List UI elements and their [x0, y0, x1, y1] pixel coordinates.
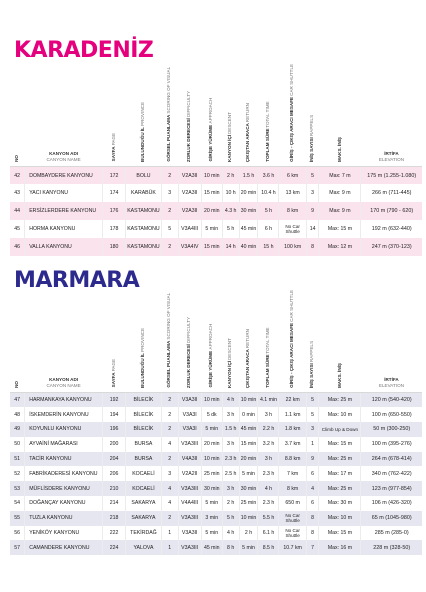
- table-row: [10, 540, 422, 555]
- cell-car-shuttle: No Car Shuttle: [279, 220, 306, 238]
- cell-difficulty: V3A3II: [178, 526, 201, 541]
- table-row: [10, 166, 422, 184]
- marmara-canyon-table: [10, 290, 422, 555]
- cell-rappels: 1: [306, 437, 319, 452]
- cell-page: 210: [102, 481, 125, 496]
- cell-visual-score: 2: [161, 511, 178, 526]
- cell-descent: 5 h: [222, 220, 239, 238]
- cell-max-rappel: Max: 9 m: [319, 184, 361, 202]
- cell-canyon-name: DOĞANÇAY KANYONU: [25, 496, 103, 511]
- cell-return: 20 min: [239, 184, 258, 202]
- table-row: [10, 437, 422, 452]
- cell-page: 176: [102, 202, 125, 220]
- cell-difficulty: V3A3III: [178, 437, 201, 452]
- cell-return: 0 min: [239, 407, 258, 422]
- cell-page: 196: [102, 422, 125, 437]
- cell-elevation: 65 m (1045-980): [371, 515, 412, 522]
- cell-return: 20 min: [239, 452, 258, 467]
- cell-rappels: 8: [306, 526, 319, 541]
- cell-difficulty: V2A3II: [178, 184, 201, 202]
- cell-province: KASTAMONU: [126, 220, 162, 238]
- cell-descent: 4 h: [222, 526, 239, 541]
- header-car-shuttle: GİRİŞ - ÇIKIŞ ARACI MESAFE CAR SHUTTLE: [279, 290, 306, 392]
- cell-car-shuttle: 13 km: [279, 184, 306, 202]
- cell-province: BURSA: [126, 452, 162, 467]
- cell-elevation: 285 m (285-0): [374, 529, 409, 536]
- header-elevation: İRTİFA ELEVATION: [361, 64, 422, 166]
- header-visual-score: GÖRSEL PUANLAMA SCORING OF VISUAL: [161, 64, 178, 166]
- header-descent: KANYON İÇİ DESCENT: [222, 64, 239, 166]
- cell-total-time: 5.5 h: [258, 511, 279, 526]
- cell-max-rappel: Max: 7 m: [319, 166, 361, 184]
- cell-approach: 45 min: [201, 540, 222, 555]
- cell-province: KASTAMONU: [126, 238, 162, 256]
- section-title-marmara: MARMARA: [14, 268, 140, 293]
- cell-difficulty: V2A3II: [178, 166, 201, 184]
- cell-total-time: 4 h: [258, 481, 279, 496]
- cell-approach: 10 min: [201, 392, 222, 407]
- cell-rappels: 3: [306, 184, 319, 202]
- cell-canyon-name: İSKEMDERİN KANYONU: [25, 407, 103, 422]
- cell-page: 224: [102, 540, 125, 555]
- cell-visual-score: 2: [161, 166, 178, 184]
- cell-elevation: 175 m (1.255-1.080): [367, 172, 417, 179]
- cell-page: 172: [102, 166, 125, 184]
- cell-province: KOCAELİ: [126, 466, 162, 481]
- cell-visual-score: 2: [161, 422, 178, 437]
- cell-elevation: 50 m (300-250): [373, 426, 411, 433]
- cell-province: BOLU: [126, 166, 162, 184]
- cell-canyon-name: FABRİKADERESİ KANYONU: [25, 466, 103, 481]
- cell-total-time: 3 h: [258, 407, 279, 422]
- header-visual-score: GÖRSEL PUANLAMA SCORING OF VISUAL: [161, 290, 178, 392]
- cell-descent: 4 h: [222, 392, 239, 407]
- cell-visual-score: 4: [161, 496, 178, 511]
- cell-max-rappel: Max: 25 m: [319, 392, 361, 407]
- cell-car-shuttle: 8 km: [279, 481, 306, 496]
- header-approach: GİRİŞE YÜRÜME APPROACH: [201, 64, 222, 166]
- cell-visual-score: 1: [161, 526, 178, 541]
- section-title-karadeniz: KARADENİZ: [14, 38, 154, 63]
- cell-visual-score: 4: [161, 481, 178, 496]
- cell-descent: 10 h: [222, 184, 239, 202]
- cell-province: YALOVA: [126, 540, 162, 555]
- cell-car-shuttle: 8 km: [279, 202, 306, 220]
- cell-rappels: 6: [306, 496, 319, 511]
- header-canyon-name: KANYON ADI CANYON NAME: [25, 290, 103, 392]
- cell-car-shuttle: 3.7 km: [279, 437, 306, 452]
- header-page: SAYFA PAGE: [102, 64, 125, 166]
- cell-no: 54: [10, 496, 25, 511]
- cell-rappels: 9: [306, 452, 319, 467]
- cell-elevation: 192 m (632-440): [371, 226, 412, 233]
- table-row: [10, 392, 422, 407]
- cell-descent: 3 h: [222, 481, 239, 496]
- cell-approach: 20 min: [201, 202, 222, 220]
- cell-province: KASTAMONU: [126, 202, 162, 220]
- cell-total-time: 3.2 h: [258, 437, 279, 452]
- cell-rappels: 3: [306, 422, 319, 437]
- header-max-rappel: MAKS. İNİŞ: [319, 290, 361, 392]
- cell-approach: 5 min: [201, 496, 222, 511]
- cell-approach: 25 min: [201, 466, 222, 481]
- table-row: [10, 481, 422, 496]
- cell-difficulty: V3A3II: [178, 392, 201, 407]
- cell-visual-score: 4: [161, 437, 178, 452]
- table-row: [10, 466, 422, 481]
- cell-canyon-name: YENİKÖY KANYONU: [25, 526, 103, 541]
- cell-no: 50: [10, 437, 25, 452]
- cell-total-time: 2.3 h: [258, 466, 279, 481]
- cell-canyon-name: CAMANDERE KANYONU: [25, 540, 103, 555]
- header-no: NO: [10, 64, 25, 166]
- header-elevation: İRTİFA ELEVATION: [361, 290, 422, 392]
- cell-max-rappel: Max: 10 m: [319, 407, 361, 422]
- cell-approach: 5 min: [201, 220, 222, 238]
- cell-approach: 5 dk: [201, 407, 222, 422]
- cell-return: 40 min: [239, 238, 258, 256]
- cell-elevation: 170 m (790 - 620): [370, 208, 414, 215]
- cell-total-time: 3 h: [258, 452, 279, 467]
- cell-descent: 3 h: [222, 437, 239, 452]
- cell-max-rappel: Climb Up & Down: [319, 422, 361, 437]
- cell-page: 206: [102, 466, 125, 481]
- cell-elevation: 340 m (762-422): [371, 470, 412, 477]
- cell-province: BİLECİK: [126, 407, 162, 422]
- cell-no: 43: [10, 184, 25, 202]
- cell-car-shuttle: 6 km: [279, 166, 306, 184]
- cell-no: 56: [10, 526, 25, 541]
- cell-page: 192: [102, 392, 125, 407]
- cell-canyon-name: MÜFLİSDERE KANYONU: [25, 481, 103, 496]
- cell-visual-score: 5: [161, 220, 178, 238]
- cell-descent: 2 h: [222, 496, 239, 511]
- cell-total-time: 8.5 h: [258, 540, 279, 555]
- cell-no: 42: [10, 166, 25, 184]
- cell-car-shuttle: 10.7 km: [279, 540, 306, 555]
- cell-return: 1.5 h: [239, 166, 258, 184]
- cell-total-time: 15 h: [258, 238, 279, 256]
- cell-province: BİLECİK: [126, 392, 162, 407]
- cell-car-shuttle: 650 m: [279, 496, 306, 511]
- cell-max-rappel: Max: 15 m: [319, 526, 361, 541]
- table-row: [10, 526, 422, 541]
- cell-max-rappel: Max: 16 m: [319, 540, 361, 555]
- cell-total-time: 10.4 h: [258, 184, 279, 202]
- cell-canyon-name: KOYUNLU KANYONU: [25, 422, 103, 437]
- cell-car-shuttle: 8.8 km: [279, 452, 306, 467]
- header-canyon-name: KANYON ADI CANYON NAME: [25, 64, 103, 166]
- cell-approach: 3 min: [201, 511, 222, 526]
- cell-rappels: 9: [306, 202, 319, 220]
- cell-total-time: 2.2 h: [258, 422, 279, 437]
- cell-no: 57: [10, 540, 25, 555]
- cell-canyon-name: DOMBAYDERE KANYONU: [25, 166, 103, 184]
- cell-rappels: 5: [306, 166, 319, 184]
- cell-max-rappel: Max: 17 m: [319, 466, 361, 481]
- cell-province: TEKİRDAĞ: [126, 526, 162, 541]
- cell-car-shuttle: 100 km: [279, 238, 306, 256]
- cell-max-rappel: Max: 15 m: [319, 220, 361, 238]
- cell-visual-score: 1: [161, 540, 178, 555]
- cell-approach: 20 min: [201, 437, 222, 452]
- cell-rappels: 5: [306, 392, 319, 407]
- cell-difficulty: V3A3III: [178, 511, 201, 526]
- cell-total-time: 4.1 min: [258, 392, 279, 407]
- cell-car-shuttle: 7 km: [279, 466, 306, 481]
- cell-no: 44: [10, 202, 25, 220]
- cell-return: 15 min: [239, 437, 258, 452]
- cell-canyon-name: ERSİZLERDERE KANYONU: [25, 202, 103, 220]
- cell-no: 51: [10, 452, 25, 467]
- cell-visual-score: 2: [161, 202, 178, 220]
- cell-page: 180: [102, 238, 125, 256]
- header-total-time: TOPLAM SÜRE TOTAL TIME: [258, 64, 279, 166]
- cell-elevation: 264 m (678-414): [371, 455, 412, 462]
- header-rappels: İNİŞ SAYISI RAPPELS: [306, 64, 319, 166]
- table-row: [10, 496, 422, 511]
- cell-total-time: 6 h: [258, 220, 279, 238]
- cell-elevation: 123 m (977-854): [371, 485, 412, 492]
- cell-return: 10 min: [239, 392, 258, 407]
- cell-canyon-name: HORMA KANYONU: [25, 220, 103, 238]
- header-max-rappel: MAKS. İNİŞ: [319, 64, 361, 166]
- cell-difficulty: V3A3I: [178, 422, 201, 437]
- cell-car-shuttle: 1.8 km: [279, 422, 306, 437]
- cell-car-shuttle: 1.1 km: [279, 407, 306, 422]
- cell-difficulty: V3A3III: [178, 540, 201, 555]
- cell-page: 218: [102, 511, 125, 526]
- cell-province: KOCAELİ: [126, 481, 162, 496]
- cell-approach: 5 min: [201, 422, 222, 437]
- cell-max-rappel: Max: 10 m: [319, 511, 361, 526]
- cell-total-time: 3.6 h: [258, 166, 279, 184]
- cell-descent: 8 h: [222, 540, 239, 555]
- cell-descent: 2 h: [222, 166, 239, 184]
- cell-province: BURSA: [126, 437, 162, 452]
- cell-visual-score: 2: [161, 392, 178, 407]
- cell-approach: 10 min: [201, 166, 222, 184]
- cell-rappels: 14: [306, 220, 319, 238]
- table-row: [10, 452, 422, 467]
- cell-difficulty: V3A3I: [178, 407, 201, 422]
- cell-elevation: 266 m (711-445): [371, 190, 412, 197]
- cell-difficulty: V3A4IV: [178, 238, 201, 256]
- cell-rappels: 5: [306, 407, 319, 422]
- cell-visual-score: 2: [161, 452, 178, 467]
- header-rappels: İNİŞ SAYISI RAPPELS: [306, 290, 319, 392]
- cell-province: KARABÜK: [126, 184, 162, 202]
- cell-elevation: 100 m (650-550): [371, 411, 412, 418]
- header-return: ÇIKIŞTAN ARACA RETURN: [239, 64, 258, 166]
- header-descent: KANYON İÇİ DESCENT: [222, 290, 239, 392]
- cell-canyon-name: VALLA KANYONU: [25, 238, 103, 256]
- cell-canyon-name: TACİR KANYONU: [25, 452, 103, 467]
- cell-canyon-name: AYVAİNİ MAĞARASI: [25, 437, 103, 452]
- cell-approach: 10 min: [201, 452, 222, 467]
- cell-max-rappel: Max: 15 m: [319, 437, 361, 452]
- cell-rappels: 8: [306, 238, 319, 256]
- table-row: [10, 511, 422, 526]
- header-difficulty: ZORLUK DERECESİ DIFFICULTY: [178, 290, 201, 392]
- cell-no: 45: [10, 220, 25, 238]
- cell-descent: 14 h: [222, 238, 239, 256]
- cell-visual-score: 2: [161, 407, 178, 422]
- cell-return: 5 min: [239, 540, 258, 555]
- cell-rappels: 4: [306, 481, 319, 496]
- cell-elevation: 120 m (540-420): [371, 396, 412, 403]
- header-total-time: TOPLAM SÜRE TOTAL TIME: [258, 290, 279, 392]
- header-return: ÇIKIŞTAN ARACA RETURN: [239, 290, 258, 392]
- cell-return: 45 min: [239, 422, 258, 437]
- cell-total-time: 6.1 h: [258, 526, 279, 541]
- table-row: [10, 220, 422, 238]
- cell-return: 30 min: [239, 481, 258, 496]
- table-row: [10, 422, 422, 437]
- cell-max-rappel: Max: 30 m: [319, 496, 361, 511]
- table-row: [10, 184, 422, 202]
- cell-elevation: 247 m (370-123): [371, 244, 412, 251]
- header-no: NO: [10, 290, 25, 392]
- cell-approach: 30 min: [201, 481, 222, 496]
- cell-province: SAKARYA: [126, 496, 162, 511]
- cell-visual-score: 2: [161, 238, 178, 256]
- cell-max-rappel: Max: 25 m: [319, 481, 361, 496]
- cell-descent: 1.5 h: [222, 422, 239, 437]
- cell-visual-score: 3: [161, 184, 178, 202]
- cell-difficulty: V2A3II: [178, 202, 201, 220]
- cell-return: 30 min: [239, 202, 258, 220]
- cell-page: 200: [102, 437, 125, 452]
- cell-return: 2 h: [239, 526, 258, 541]
- cell-page: 214: [102, 496, 125, 511]
- cell-approach: 15 min: [201, 184, 222, 202]
- cell-descent: 4.3 h: [222, 202, 239, 220]
- cell-province: BİLECİK: [126, 422, 162, 437]
- cell-no: 48: [10, 407, 25, 422]
- cell-total-time: 5 h: [258, 202, 279, 220]
- cell-max-rappel: Max: 25 m: [319, 452, 361, 467]
- cell-no: 46: [10, 238, 25, 256]
- cell-return: 45 min: [239, 220, 258, 238]
- cell-return: 10 min: [239, 511, 258, 526]
- cell-max-rappel: Max: 12 m: [319, 238, 361, 256]
- header-province: BULUNDUĞU İL PROVINCE: [126, 64, 162, 166]
- cell-return: 25 min: [239, 496, 258, 511]
- cell-visual-score: 3: [161, 466, 178, 481]
- cell-page: 222: [102, 526, 125, 541]
- cell-rappels: 8: [306, 511, 319, 526]
- header-approach: GİRİŞE YÜRÜME APPROACH: [201, 290, 222, 392]
- cell-difficulty: V4A4III: [178, 496, 201, 511]
- cell-descent: 2.5 h: [222, 466, 239, 481]
- cell-canyon-name: HARMANKAYA KANYONU: [25, 392, 103, 407]
- cell-max-rappel: Max: 9 m: [319, 202, 361, 220]
- table-row: [10, 202, 422, 220]
- cell-car-shuttle: No Car Shuttle: [279, 511, 306, 526]
- cell-province: SAKARYA: [126, 511, 162, 526]
- cell-difficulty: V2A2II: [178, 466, 201, 481]
- cell-no: 49: [10, 422, 25, 437]
- cell-page: 174: [102, 184, 125, 202]
- cell-total-time: 2.3 h: [258, 496, 279, 511]
- cell-no: 47: [10, 392, 25, 407]
- cell-elevation: 106 m (426-320): [371, 500, 412, 507]
- karadeniz-canyon-table: [10, 64, 422, 256]
- cell-difficulty: V3A3III: [178, 481, 201, 496]
- cell-return: 5 min: [239, 466, 258, 481]
- cell-difficulty: V4A3II: [178, 452, 201, 467]
- header-car-shuttle: GİRİŞ - ÇIKIŞ ARACI MESAFE CAR SHUTTLE: [279, 64, 306, 166]
- cell-no: 52: [10, 466, 25, 481]
- cell-rappels: 7: [306, 540, 319, 555]
- cell-page: 178: [102, 220, 125, 238]
- cell-no: 53: [10, 481, 25, 496]
- cell-no: 55: [10, 511, 25, 526]
- cell-descent: 3 h: [222, 407, 239, 422]
- cell-page: 204: [102, 452, 125, 467]
- cell-approach: 15 min: [201, 238, 222, 256]
- cell-elevation: 100 m (395-276): [371, 441, 412, 448]
- header-difficulty: ZORLUK DERECESİ DIFFICULTY: [178, 64, 201, 166]
- cell-page: 194: [102, 407, 125, 422]
- cell-descent: 5 h: [222, 511, 239, 526]
- cell-approach: 5 min: [201, 526, 222, 541]
- table-row: [10, 238, 422, 256]
- cell-rappels: 6: [306, 466, 319, 481]
- cell-car-shuttle: No Car Shuttle: [279, 526, 306, 541]
- cell-elevation: 228 m (328-50): [373, 544, 411, 551]
- cell-difficulty: V3A4III: [178, 220, 201, 238]
- cell-canyon-name: YACI KANYONU: [25, 184, 103, 202]
- header-province: BULUNDUĞU İL PROVINCE: [126, 290, 162, 392]
- cell-car-shuttle: 22 km: [279, 392, 306, 407]
- table-row: [10, 407, 422, 422]
- cell-canyon-name: TUZLA KANYONU: [25, 511, 103, 526]
- header-page: SAYFA PAGE: [102, 290, 125, 392]
- cell-descent: 2.3 h: [222, 452, 239, 467]
